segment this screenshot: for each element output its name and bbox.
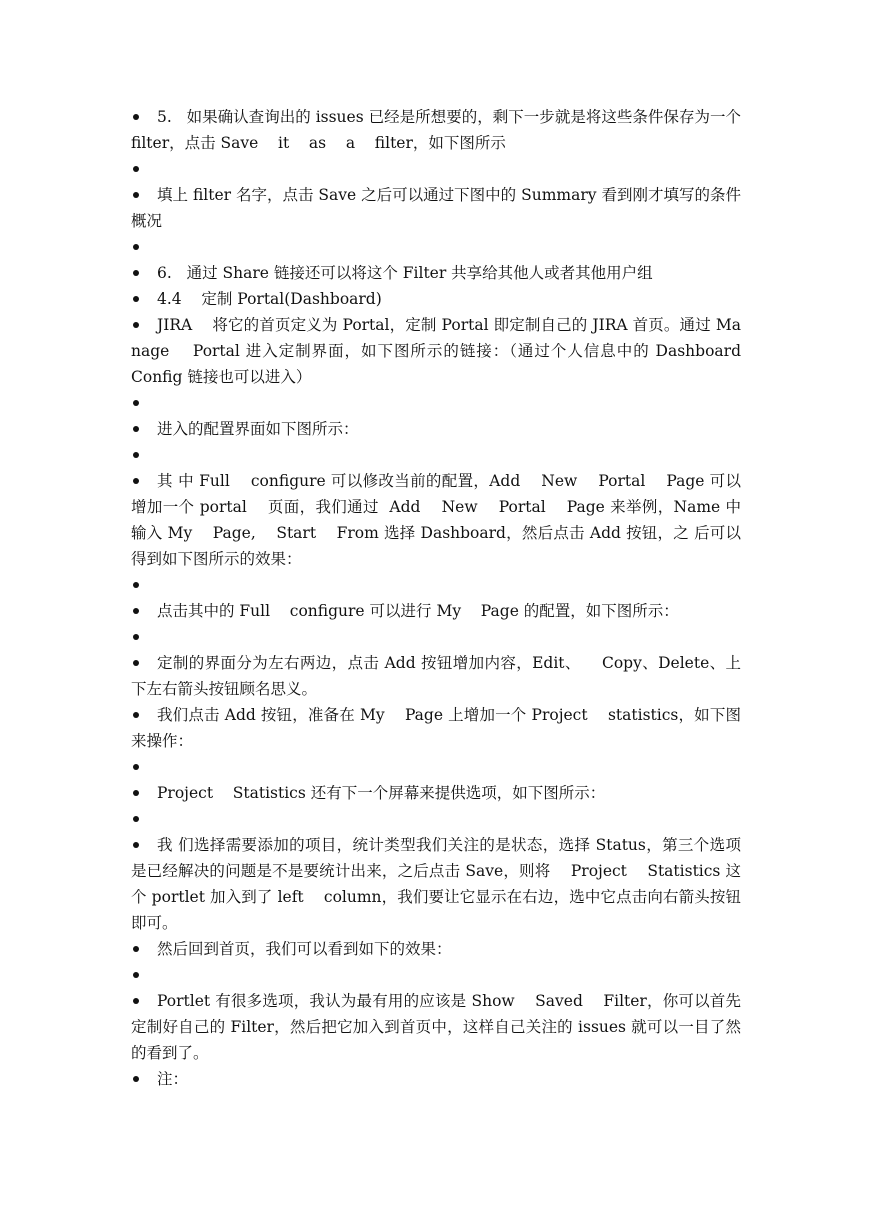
list-item: JIRA 将它的首页定义为 Portal，定制 Portal 即定制自己的 JIRA 首页。通过 Manage Portal 进入定制界面，如下图所示的链接：（通过个人信息中的 Dashboard Config 链接也可以进入） — [131, 312, 741, 390]
list-item: 进入的配置界面如下图所示： — [131, 416, 741, 442]
list-item — [131, 806, 741, 832]
list-item: Portlet 有很多选项，我认为最有用的应该是 Show Saved Filter，你可以首先定制好自己的 Filter，然后把它加入到首页中，这样自己关注的 issues 就可以一目了然的看到了。 — [131, 988, 741, 1066]
list-item — [131, 442, 741, 468]
document-page — [131, 104, 781, 1092]
list-item: 然后回到首页，我们可以看到如下的效果： — [131, 936, 741, 962]
list-item: 我们点击 Add 按钮，准备在 My Page 上增加一个 Project statistics，如下图来操作： — [131, 702, 741, 754]
list-item: 点击其中的 Full configure 可以进行 My Page 的配置，如下图所示： — [131, 598, 741, 624]
list-item: 其 中 Full configure 可以修改当前的配置，Add New Portal Page 可以增加一个 portal 页面，我们通过 Add New Portal Page 来举例，Name 中输入 My Page, Start From 选择 Dashboard，然后点击 Add 按钮，之 后可以得到如下图所示的效果： — [131, 468, 741, 572]
list-item — [131, 754, 741, 780]
list-item — [131, 572, 741, 598]
list-item: 我 们选择需要添加的项目，统计类型我们关注的是状态，选择 Status，第三个选项是已经解决的问题是不是要统计出来，之后点击 Save，则将 Project Statistics 这个 portlet 加入到了 left column，我们要让它显示在右边，选中它点击向右箭头按钮即可。 — [131, 832, 741, 936]
list-item: 定制的界面分为左右两边，点击 Add 按钮增加内容，Edit、 Copy、Delete、上下左右箭头按钮顾名思义。 — [131, 650, 741, 702]
list-item — [131, 624, 741, 650]
list-item: 5. 如果确认查询出的 issues 已经是所想要的，剩下一步就是将这些条件保存为一个 filter，点击 Save it as a filter，如下图所示 — [131, 104, 741, 156]
note-label: 注： — [131, 1066, 741, 1092]
list-item — [131, 962, 741, 988]
section-heading: 4.4 定制 Portal(Dashboard) — [131, 286, 741, 312]
list-item — [131, 390, 741, 416]
list-item — [131, 234, 741, 260]
list-item — [131, 156, 741, 182]
list-item: Project Statistics 还有下一个屏幕来提供选项，如下图所示： — [131, 780, 741, 806]
list-item: 6. 通过 Share 链接还可以将这个 Filter 共享给其他人或者其他用户组 — [131, 260, 741, 286]
list-item: 填上 filter 名字，点击 Save 之后可以通过下图中的 Summary 看到刚才填写的条件概况 — [131, 182, 741, 234]
